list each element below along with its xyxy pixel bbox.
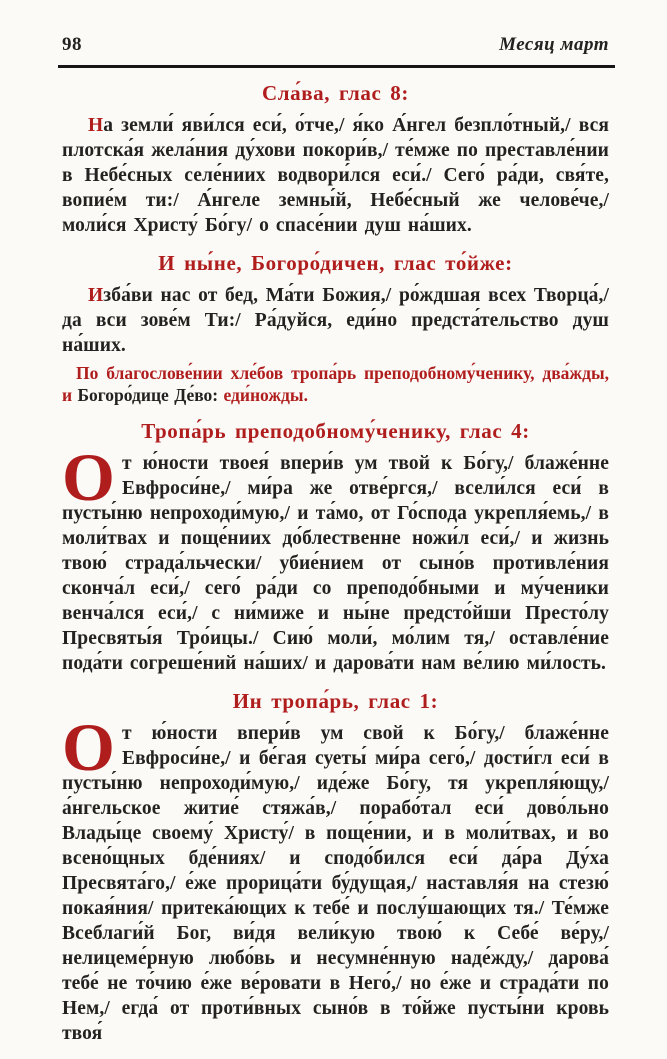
rubric-red-segment-2: еди́ножды. <box>223 384 308 405</box>
header-rule <box>58 65 615 68</box>
page-number: 98 <box>62 34 82 55</box>
dropcap-tropar2: О <box>62 709 115 785</box>
paragraph-tropar1-text: т ю́ности твоея́ впери́в ум твой к Бо́гу,/ блаже́нне Евфроси́не,/ ми́ра же отве́ргся,/ всели́лся еси́ в пусты́ню непроходи́мую,/ и та́мо, от Го́спода укрепля́емь,/ в моли́твах и поще́ниих до́блественне ножи́л еси́,/ и жизнь твою́ страда́льчески/ убие́нием от сыно́в противле́ния сконча́л еси́,/ сего́ ра́ди со преподо́бными и му́ченики венча́лся еси́,/ с ни́миже и ны́не предсто́йши Престо́лу Пресвяты́я Тро́ицы./ Сию́ моли́, мо́лим тя,/ оставле́ние пода́ти согреше́ний на́ших/ и дарова́ти нам ве́лию ми́лость. <box>62 453 609 674</box>
dropcap-tropar1: О <box>62 439 115 515</box>
red-initial-slava: Н <box>88 115 104 136</box>
heading-tropar1: Тропа́рь преподобному́ченику, глас 4: <box>141 419 530 443</box>
rubric-red-segment-1: По благослове́нии хле́бов тропа́рь преподобному́ченику, два́жды, и <box>62 363 609 405</box>
page-header <box>62 34 609 56</box>
paragraph-bogorodichen-text: зба́ви нас от бед, Ма́ти Божия,/ ро́ждшая всех Творца́,/ да вси зове́м Ти:/ Ра́дуйся, еди́но предста́тельство душ на́ших. <box>62 285 609 356</box>
paragraph-bogorodichen <box>62 283 609 358</box>
heading-i-nyne: И ны́не, Богоро́дичен, глас то́йже: <box>158 251 513 275</box>
rubric-instruction <box>62 363 609 406</box>
heading-slava: Сла́ва, глас 8: <box>261 81 409 105</box>
paragraph-slava-text: а земли́ яви́лся еси́, о́тче,/ я́ко А́нгел безпло́тный,/ вся плотска́я жела́ния ду́хови покори́в,/ те́мже по преставле́нии в Небе́сных селе́ниих водвори́лся еси́./ Сего́ ра́ди, свя́те, вопие́м ти:/ А́нгеле земны́й, Небе́сный же челове́че,/ моли́ся Христу́ Бо́гу/ о спасе́нии душ на́ших. <box>62 115 609 236</box>
red-initial-bogorodichen: И <box>88 285 104 306</box>
paragraph-tropar2 <box>62 709 609 1046</box>
rubric-black-segment: Богоро́дице Де́во: <box>77 384 224 405</box>
paragraph-tropar2-text: т ю́ности впери́в ум свой к Бо́гу,/ блаже́нне Евфроси́не,/ и бе́гая суеты́ ми́ра сего́,/ дости́гл еси́ в пусты́ню непроходи́мую,/ иде́же Бо́гу, тя укрепля́ющу,/ а́нгельское житие́ стяжа́в,/ порабо́тал еси́ дово́льно Влады́це своему́ Христу́/ в поще́нии, и в моли́твах, и во всено́щных бде́ниях/ и сподо́бился еси́ да́ра Ду́ха Пресвята́го,/ е́же прорица́ти бу́дущая,/ наставля́я на стезю́ покая́ния/ притека́ющих к тебе́ и послу́шающих тя./ Те́мже Всеблаги́й Бог, ви́дя вели́кую твою́ к Себе́ ве́ру,/ нелицеме́рную любо́вь и несумне́нную наде́жду,/ дарова́ тебе́ не то́чию е́же ве́ровати в Него́,/ но е́же и страда́ти по Нем,/ егда́ от проти́вных сыно́в в то́йже пусты́ни кровь твоя́ <box>62 723 609 1044</box>
heading-tropar2: Ин тропа́рь, глас 1: <box>232 689 439 713</box>
running-title: Месяц март <box>499 34 609 55</box>
paragraph-slava <box>62 113 609 238</box>
paragraph-tropar1 <box>62 439 609 676</box>
